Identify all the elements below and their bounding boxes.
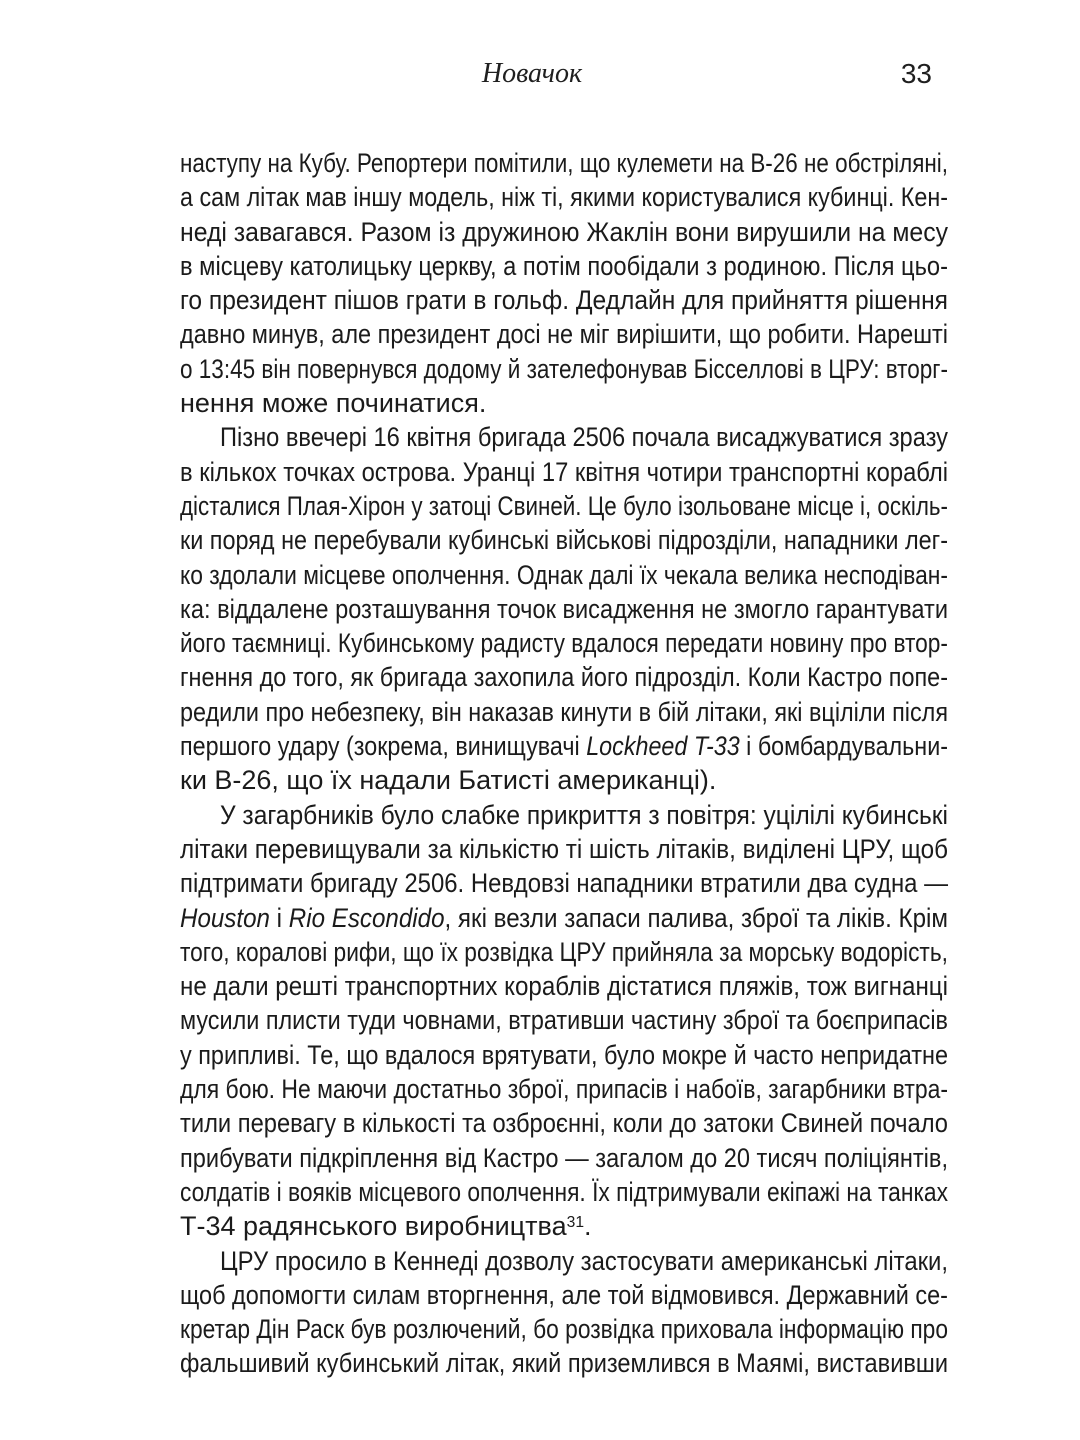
text-line: його таємниці. Кубинському радисту вдалося передати новину про втор- <box>180 628 948 659</box>
text-line: мусили плисти туди човнами, втративши частину зброї та боєприпасів <box>180 1005 948 1036</box>
text-line: ки поряд не перебували кубинські військові підрозділи, нападники лег- <box>180 525 948 556</box>
text-line: кретар Дін Раск був розлючений, бо розвідка приховала інформацію про <box>180 1314 948 1345</box>
text-line: го президент пішов грати в гольф. Дедлайн для прийняття рішення <box>180 285 948 316</box>
text-line: гнення до того, як бригада захопила його підрозділ. Коли Кастро попе- <box>180 662 948 693</box>
text-line: Houston і Rio Escondido, які везли запаси палива, зброї та ліків. Крім <box>180 902 948 933</box>
page-body-text <box>180 146 948 1381</box>
text-line: для бою. Не маючи достатньо зброї, припасів і набоїв, загарбники втра- <box>180 1074 948 1105</box>
text-line: ко здолали місцеве ополчення. Однак далі їх чекала велика несподіван- <box>180 559 948 590</box>
text-line: У загарбників було слабке прикриття з повітря: уцілілі кубинські <box>220 799 948 830</box>
text-line: прибувати підкріплення від Кастро — загалом до 20 тисяч поліціянтів, <box>180 1142 948 1173</box>
text-line: у припливі. Те, що вдалося врятувати, було мокре й часто непридатне <box>180 1039 948 1070</box>
text-line: підтримати бригаду 2506. Невдовзі нападники втратили два судна — <box>180 868 948 899</box>
text-line: а сам літак мав іншу модель, ніж ті, якими користувалися кубинці. Кен- <box>180 182 948 213</box>
text-line: не дали решті транспортних кораблів дістатися пляжів, тож вигнанці <box>180 971 948 1002</box>
text-line: того, коралові рифи, що їх розвідка ЦРУ прийняла за морську водорість, <box>180 936 948 967</box>
text-line: о 13:45 він повернувся додому й зателефонував Бісселлові в ЦРУ: вторг- <box>180 353 948 384</box>
text-line: Пізно ввечері 16 квітня бригада 2506 почала висаджуватися зразу <box>220 422 948 453</box>
text-line: першого удару (зокрема, винищувачі Lockheed T-33 і бомбардувальни- <box>180 731 948 762</box>
running-head-row <box>180 58 948 90</box>
text-line: Т-34 радянського виробництва$^{31}$. <box>180 1211 592 1242</box>
text-line: літаки перевищували за кількістю ті шість літаків, виділені ЦРУ, щоб <box>180 833 948 864</box>
running-head-title: Новачок <box>481 58 583 89</box>
text-line: давно минув, але президент досі не міг вирішити, що робити. Нарешті <box>180 319 948 350</box>
text-line: в кількох точках острова. Уранці 17 квітня чотири транспортні кораблі <box>180 456 948 487</box>
text-line: нення може починатися. <box>180 388 487 419</box>
text-line: ка: віддалене розташування точок висадження не змогло гарантувати <box>180 593 948 624</box>
text-line: ки В-26, що їх надали Батисті американці). <box>180 765 717 796</box>
text-line: редили про небезпеку, він наказав кинути в бій літаки, які вціліли після <box>180 696 948 727</box>
text-line: тили перевагу в кількості та озброєнні, коли до затоки Свиней почало <box>180 1108 948 1139</box>
text-line: ЦРУ просило в Кеннеді дозволу застосувати американські літаки, <box>220 1245 948 1276</box>
text-line: дісталися Плая-Хірон у затоці Свиней. Це було ізольоване місце і, оскіль- <box>180 490 948 521</box>
text-line: щоб допомогти силам вторгнення, але той відмовився. Державний се- <box>180 1279 948 1310</box>
text-line: в місцеву католицьку церкву, а потім пообідали з родиною. Після цьо- <box>180 250 948 281</box>
text-line: солдатів і вояків місцевого ополчення. Їх підтримували екіпажі на танках <box>180 1176 948 1207</box>
text-line: неді завагався. Разом із дружиною Жаклін вони вирушили на месу <box>180 216 948 247</box>
page-number: 33 <box>900 58 932 89</box>
text-line: наступу на Кубу. Репортери помітили, що кулемети на В-26 не обстріляні, <box>180 148 948 178</box>
text-line: фальшивий кубинський літак, який приземлився в Маямі, виставивши <box>180 1348 948 1379</box>
